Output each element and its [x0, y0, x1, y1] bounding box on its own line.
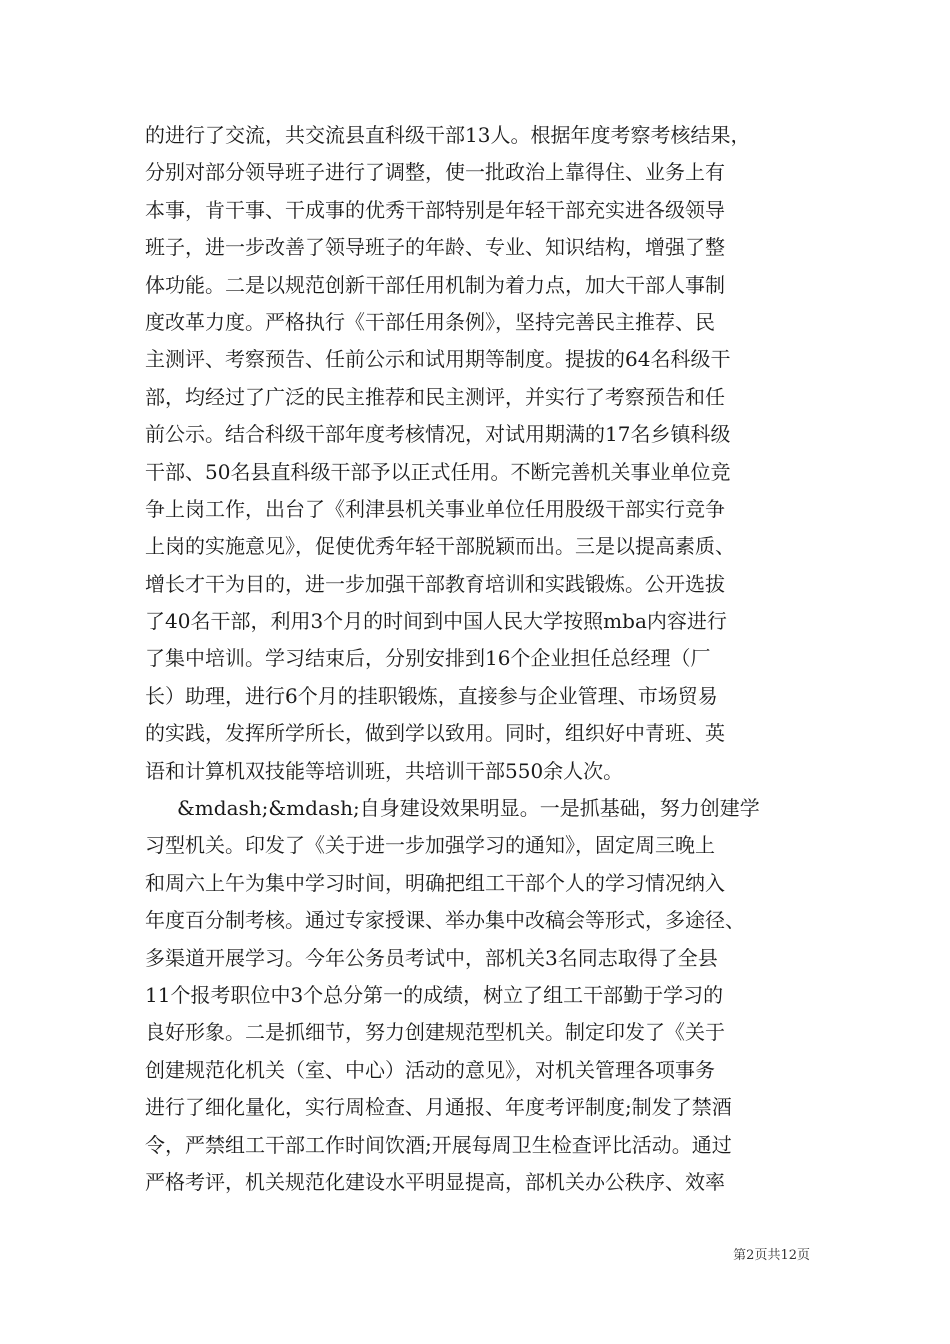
text-line: 部，均经过了广泛的民主推荐和民主测评，并实行了考察预告和任	[145, 384, 725, 409]
text-line: 主测评、考察预告、任前公示和试用期等制度。提拔的64名科级干	[145, 347, 731, 372]
body-text	[145, 117, 810, 1201]
text-line: 体功能。二是以规范创新干部任用机制为着力点，加大干部人事制	[145, 272, 725, 297]
text-line: 上岗的实施意见》，促使优秀年轻干部脱颖而出。三是以提高素质、	[145, 534, 735, 559]
text-line: 语和计算机双技能等培训班，共培训干部550余人次。	[145, 758, 624, 783]
text-line: 了40名干部，利用3个月的时间到中国人民大学按照mba内容进行	[145, 609, 727, 634]
text-line: 前公示。结合科级干部年度考核情况，对试用期满的17名乡镇科级	[145, 422, 731, 447]
text-line: 进行了细化量化，实行周检查、月通报、年度考评制度;制发了禁酒	[145, 1095, 732, 1120]
paragraph-start-line: &mdash;&mdash;自身建设效果明显。一是抓基础，努力创建学	[177, 796, 760, 821]
text-line: 习型机关。印发了《关于进一步加强学习的通知》，固定周三晚上	[145, 833, 715, 858]
text-line: 长）助理，进行6个月的挂职锻炼，直接参与企业管理、市场贸易	[145, 683, 718, 708]
text-line: 和周六上午为集中学习时间，明确把组工干部个人的学习情况纳入	[145, 870, 725, 895]
text-line: 干部、50名县直科级干部予以正式任用。不断完善机关事业单位竞	[145, 459, 731, 484]
text-line: 的实践，发挥所学所长，做到学以致用。同时，组织好中青班、英	[145, 721, 725, 746]
text-line: 增长才干为目的，进一步加强干部教育培训和实践锻炼。公开选拔	[145, 571, 725, 596]
text-line: 度改革力度。严格执行《干部任用条例》，坚持完善民主推荐、民	[145, 309, 715, 334]
text-line: 争上岗工作，出台了《利津县机关事业单位任用股级干部实行竞争	[145, 496, 725, 521]
text-line: 11个报考职位中3个总分第一的成绩，树立了组工干部勤于学习的	[145, 982, 724, 1007]
text-line: 年度百分制考核。通过专家授课、举办集中改稿会等形式，多途径、	[145, 908, 745, 933]
text-line: 分别对部分领导班子进行了调整，使一批政治上靠得住、业务上有	[145, 160, 725, 185]
text-line: 了集中培训。学习结束后，分别安排到16个企业担任总经理（厂	[145, 646, 711, 671]
text-line: 严格考评，机关规范化建设水平明显提高，部机关办公秩序、效率	[145, 1169, 725, 1194]
text-line: 创建规范化机关（室、中心）活动的意见》，对机关管理各项事务	[145, 1057, 715, 1082]
text-line: 本事，肯干事、干成事的优秀干部特别是年轻干部充实进各级领导	[145, 197, 725, 222]
page-number: 第2页共12页	[733, 1248, 810, 1263]
text-line: 令，严禁组工干部工作时间饮酒;开展每周卫生检查评比活动。通过	[145, 1132, 732, 1157]
text-line: 良好形象。二是抓细节，努力创建规范型机关。制定印发了《关于	[145, 1020, 725, 1045]
text-line: 的进行了交流，共交流县直科级干部13人。根据年度考察考核结果，	[145, 123, 751, 147]
text-line: 多渠道开展学习。今年公务员考试中，部机关3名同志取得了全县	[145, 945, 718, 970]
text-line: 班子，进一步改善了领导班子的年龄、专业、知识结构，增强了整	[145, 235, 725, 260]
